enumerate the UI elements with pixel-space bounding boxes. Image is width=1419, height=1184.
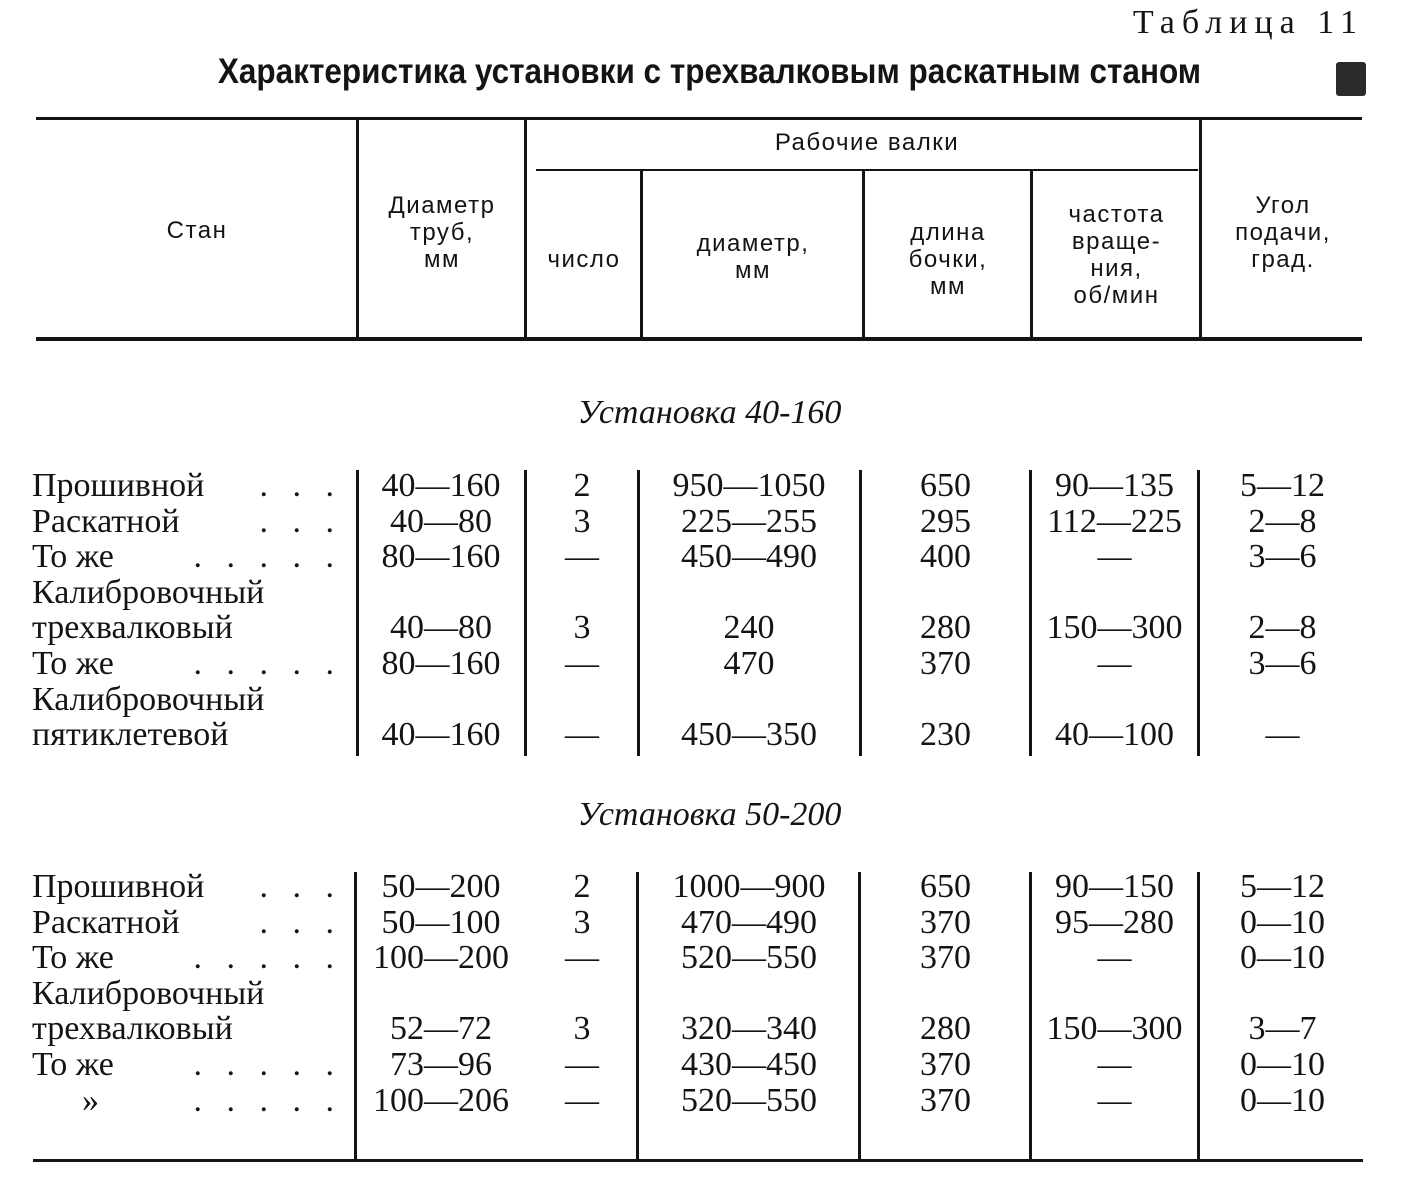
cell-tube-diameter: 100—200 <box>373 939 509 977</box>
header-count: число <box>547 246 621 273</box>
cell-roll-count: — <box>565 939 599 977</box>
cell-stan-name: трехвалковый <box>32 610 233 647</box>
cell-stan-name: Калибровочный <box>32 574 265 611</box>
cell-roll-diameter: 240 <box>723 609 775 647</box>
cell-roll-count: 3 <box>573 1010 591 1048</box>
cell-feed-angle: 0—10 <box>1240 939 1325 977</box>
cell-barrel-length: 400 <box>920 538 971 576</box>
cell-barrel-length: 230 <box>920 716 971 754</box>
cell-roll-diameter: 450—350 <box>681 716 817 754</box>
cell-rotation-frequency: 150—300 <box>1046 1010 1183 1048</box>
cell-roll-diameter: 430—450 <box>681 1046 817 1083</box>
cell-feed-angle: 3—6 <box>1248 538 1317 576</box>
cell-barrel-length: 650 <box>920 467 971 504</box>
cell-barrel-length: 650 <box>920 868 971 905</box>
cell-feed-angle: 3—7 <box>1248 1010 1317 1048</box>
cell-stan-name: пятиклетевой <box>32 717 229 754</box>
header-divider <box>862 171 865 337</box>
cell-rotation-frequency: — <box>1097 1046 1132 1083</box>
cell-tube-diameter: 40—160 <box>381 467 501 504</box>
cell-roll-count: — <box>565 1081 599 1119</box>
cell-tube-diameter: 40—160 <box>381 716 501 754</box>
cell-barrel-length: 370 <box>920 939 971 977</box>
cell-rotation-frequency: — <box>1097 538 1132 576</box>
cell-barrel-length: 295 <box>920 502 971 540</box>
cell-stan-name: То же . . . . . <box>32 646 342 682</box>
cell-stan-name: То же . . . . . <box>32 1047 342 1083</box>
cell-roll-diameter: 950—1050 <box>672 467 826 504</box>
cell-roll-count: 2 <box>573 868 591 905</box>
cell-tube-diameter: 80—160 <box>381 645 501 682</box>
header-feed-angle: Угол подачи, град. <box>1235 192 1331 273</box>
header-roll-diameter: диаметр, мм <box>696 230 810 284</box>
cell-tube-diameter: 52—72 <box>390 1010 492 1048</box>
cell-barrel-length: 370 <box>920 645 971 682</box>
cell-roll-diameter: 225—255 <box>681 502 817 540</box>
cell-barrel-length: 370 <box>920 903 971 941</box>
cell-barrel-length: 280 <box>920 1010 971 1048</box>
section-title: Установка 50-200 <box>577 796 842 833</box>
cell-stan-name: трехвалковый <box>32 1011 233 1048</box>
cell-stan-name: Прошивной . . . <box>32 468 342 504</box>
cell-roll-diameter: 1000—900 <box>672 868 826 905</box>
cell-tube-diameter: 50—200 <box>381 868 501 905</box>
cell-feed-angle: — <box>1265 716 1300 754</box>
cell-barrel-length: 280 <box>920 609 971 647</box>
work-rolls-rule <box>536 169 1198 171</box>
cell-roll-count: 3 <box>573 502 591 540</box>
header-bottom-rule <box>36 337 1362 341</box>
top-rule <box>36 117 1362 120</box>
cell-stan-name: Раскатной . . . <box>32 904 342 941</box>
bottom-rule <box>33 1159 1363 1162</box>
cell-stan-name: Прошивной . . . <box>32 869 342 905</box>
cell-barrel-length: 370 <box>920 1046 971 1083</box>
cell-rotation-frequency: — <box>1097 1081 1132 1119</box>
cell-roll-count: 3 <box>573 609 591 647</box>
cell-feed-angle: 2—8 <box>1248 502 1317 540</box>
cell-tube-diameter: 40—80 <box>390 609 492 647</box>
cell-tube-diameter: 40—80 <box>390 502 492 540</box>
cell-feed-angle: 0—10 <box>1240 1081 1325 1119</box>
cell-tube-diameter: 80—160 <box>381 538 501 576</box>
cell-stan-name: » . . . . . <box>82 1082 342 1119</box>
cell-barrel-length: 370 <box>920 1081 971 1119</box>
header-divider <box>1199 120 1202 337</box>
cell-roll-count: — <box>565 1046 599 1083</box>
column-divider <box>354 872 357 1160</box>
header-tube-diameter: Диаметр труб, мм <box>388 192 496 273</box>
cell-feed-angle: 2—8 <box>1248 609 1317 647</box>
header-divider <box>356 120 359 337</box>
cell-roll-count: — <box>565 645 599 682</box>
cell-rotation-frequency: — <box>1097 645 1132 682</box>
cell-rotation-frequency: 112—225 <box>1047 502 1182 540</box>
ink-blot-mark <box>1336 62 1366 96</box>
section-title: Установка 40-160 <box>577 394 842 431</box>
header-barrel-length: длина бочки, мм <box>908 219 988 300</box>
cell-roll-diameter: 470 <box>723 645 775 682</box>
cell-roll-diameter: 520—550 <box>681 939 817 977</box>
header-divider <box>1030 171 1033 337</box>
cell-roll-diameter: 450—490 <box>681 538 817 576</box>
cell-roll-diameter: 520—550 <box>681 1081 817 1119</box>
header-stan: Стан <box>166 217 228 244</box>
header-work-rolls: Рабочие валки <box>774 129 960 156</box>
cell-rotation-frequency: 95—280 <box>1055 903 1174 941</box>
cell-roll-diameter: 320—340 <box>681 1010 817 1048</box>
cell-feed-angle: 0—10 <box>1240 903 1325 941</box>
table-label: Таблица 11 <box>1132 4 1364 41</box>
cell-stan-name: Раскатной . . . <box>32 503 342 540</box>
cell-stan-name: Калибровочный <box>32 975 265 1012</box>
cell-roll-count: — <box>565 716 599 754</box>
header-rotation-frequency: частота враще- ния, об/мин <box>1068 201 1165 309</box>
cell-rotation-frequency: 40—100 <box>1055 716 1174 754</box>
cell-stan-name: То же . . . . . <box>32 940 342 977</box>
cell-rotation-frequency: — <box>1097 939 1132 977</box>
cell-rotation-frequency: 90—150 <box>1055 868 1174 905</box>
cell-tube-diameter: 73—96 <box>390 1046 492 1083</box>
cell-feed-angle: 3—6 <box>1248 645 1317 682</box>
cell-roll-count: 2 <box>573 467 591 504</box>
cell-tube-diameter: 50—100 <box>381 903 501 941</box>
header-divider <box>524 120 527 337</box>
cell-feed-angle: 5—12 <box>1240 868 1325 905</box>
header-divider <box>640 171 643 337</box>
cell-feed-angle: 5—12 <box>1240 467 1325 504</box>
cell-rotation-frequency: 150—300 <box>1046 609 1183 647</box>
cell-stan-name: То же . . . . . <box>32 539 342 576</box>
column-divider <box>858 872 861 1160</box>
table-title: Характеристика установки с трехвалковым раскатным станом <box>217 52 1202 91</box>
cell-roll-count: — <box>565 538 599 576</box>
cell-feed-angle: 0—10 <box>1240 1046 1325 1083</box>
cell-roll-count: 3 <box>573 903 591 941</box>
cell-tube-diameter: 100—206 <box>373 1081 509 1119</box>
cell-roll-diameter: 470—490 <box>681 903 817 941</box>
cell-rotation-frequency: 90—135 <box>1055 467 1174 504</box>
cell-stan-name: Калибровочный <box>32 681 265 718</box>
